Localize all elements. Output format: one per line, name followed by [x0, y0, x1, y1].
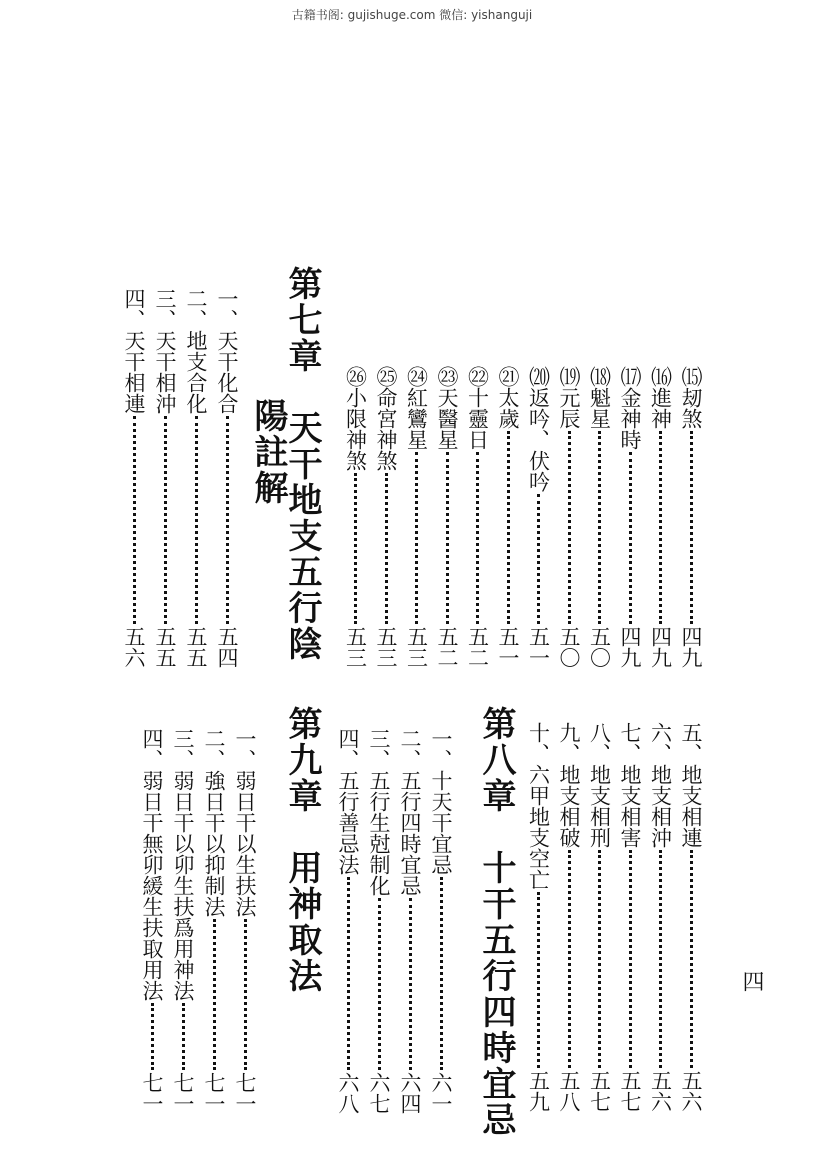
toc-entry[interactable]: [121, 288, 147, 668]
leader-dots: [354, 473, 357, 624]
toc-entry-title: 一、十天干宜忌: [429, 728, 453, 875]
chapter-7-title[interactable]: 第七章 天干地支五行陰: [282, 266, 322, 662]
toc-entry-title: 二、五行四時宜忌: [398, 728, 422, 896]
toc-entry[interactable]: [556, 722, 582, 1112]
toc-entry-page: 五五: [184, 626, 208, 668]
leader-dots: [244, 919, 247, 1070]
toc-entry-title: 五、地支相連: [679, 722, 703, 848]
toc-entry-title: 三、弱日干以卯生扶爲用神法: [171, 728, 195, 1001]
toc-entry-title: 二、地支合化: [184, 288, 208, 414]
leader-dots: [537, 494, 540, 624]
toc-entry-title: 十、六甲地支空亡: [526, 722, 551, 890]
toc-entry-title: ⒃進神: [648, 366, 673, 429]
chapter-7-title-cont[interactable]: 陽註解: [248, 398, 288, 506]
leader-dots: [629, 850, 632, 1068]
toc-entry-page: 五四: [215, 626, 239, 668]
toc-entry-page: 五六: [679, 1070, 703, 1112]
toc-entry[interactable]: [678, 722, 704, 1112]
toc-entry[interactable]: [201, 728, 227, 1114]
toc-entry-page: 五五: [153, 626, 177, 668]
toc-entry[interactable]: [366, 728, 392, 1114]
toc-entry-title: ㉑太歲: [496, 366, 520, 429]
toc-entry-page: 五二: [465, 626, 490, 668]
toc-entry-page: 五六: [122, 626, 146, 668]
toc-entry-title: 九、地支相破: [557, 722, 581, 848]
toc-entry-title: 四、天干相連: [122, 288, 146, 414]
toc-entry[interactable]: [404, 366, 430, 668]
leader-dots: [659, 431, 662, 624]
toc-entry-page: 四九: [618, 626, 642, 668]
chapter-8-title[interactable]: 第八章 十干五行四時宜忌: [476, 706, 516, 1138]
toc-entry[interactable]: [397, 728, 423, 1114]
toc-entry-page: 六七: [367, 1072, 391, 1114]
toc-entry-title: ⒄金神時: [618, 366, 642, 450]
toc-entry[interactable]: [183, 288, 209, 668]
toc-entry[interactable]: [343, 366, 369, 668]
leader-dots: [195, 416, 198, 624]
toc-entry[interactable]: [526, 722, 552, 1112]
leader-dots: [226, 416, 229, 624]
toc-entry[interactable]: [678, 366, 704, 668]
toc-entry[interactable]: [170, 728, 196, 1114]
toc-entry-title: 二、強日干以抑制法: [202, 728, 226, 917]
toc-entry-title: ⒇返吟、伏吟: [526, 366, 551, 492]
toc-entry[interactable]: [587, 722, 613, 1112]
leader-dots: [409, 898, 412, 1070]
toc-entry[interactable]: [617, 722, 643, 1112]
leader-dots: [476, 452, 479, 624]
leader-dots: [213, 919, 216, 1070]
leader-dots: [629, 452, 632, 624]
toc-entry-title: 七、地支相害: [618, 722, 642, 848]
toc-entry[interactable]: [526, 366, 552, 668]
toc-entry-page: 五一: [496, 626, 520, 668]
toc-entry-page: 七一: [233, 1072, 257, 1114]
toc-entry-page: 五三: [374, 626, 398, 668]
toc-entry-title: 一、天干化合: [215, 288, 239, 414]
toc-entry-title: 一、弱日干以生扶法: [233, 728, 257, 917]
toc-entry[interactable]: [152, 288, 178, 668]
toc-entry[interactable]: [232, 728, 258, 1114]
toc-entry[interactable]: [617, 366, 643, 668]
toc-entry[interactable]: [373, 366, 399, 668]
toc-entry-page: 五九: [526, 1070, 551, 1112]
site-header: 古籍书阁: gujishuge.com 微信: yishanguji: [291, 8, 533, 22]
toc-entry-title: 四、弱日干無卯緩生扶取用法: [140, 728, 164, 1001]
leader-dots: [440, 877, 443, 1070]
leader-dots: [182, 1003, 185, 1070]
toc-entry-title: ㉔紅鸞星: [404, 366, 429, 450]
leader-dots: [690, 850, 693, 1068]
leader-dots: [133, 416, 136, 624]
toc-entry-page: 四九: [679, 626, 703, 668]
toc-entry-title: 三、天干相沖: [153, 288, 177, 414]
chapter-9-title[interactable]: 第九章 用神取法: [282, 706, 322, 994]
toc-entry[interactable]: [434, 366, 460, 668]
toc-entry-page: 五七: [618, 1070, 642, 1112]
leader-dots: [598, 850, 601, 1068]
toc-entry-page: 五〇: [557, 626, 581, 668]
toc-entry-page: 五二: [435, 626, 459, 668]
toc-entry-page: 七一: [140, 1072, 164, 1114]
leader-dots: [690, 431, 693, 624]
leader-dots: [598, 431, 601, 624]
toc-entry[interactable]: [648, 366, 674, 668]
toc-entry-title: 四、五行善忌法: [336, 728, 360, 875]
toc-entry-title: ⒅魁星: [587, 366, 612, 429]
toc-entry-page: 五三: [343, 626, 368, 668]
toc-entry-title: ㉖小限神煞: [343, 366, 368, 471]
leader-dots: [164, 416, 167, 624]
toc-entry-title: 三、五行生尅制化: [367, 728, 391, 896]
toc-entry-page: 四九: [648, 626, 673, 668]
page-number: 四: [739, 970, 764, 992]
toc-entry-page: 五八: [557, 1070, 581, 1112]
leader-dots: [507, 431, 510, 624]
leader-dots: [385, 473, 388, 624]
toc-entry-page: 六八: [336, 1072, 360, 1114]
toc-entry-page: 六四: [398, 1072, 422, 1114]
toc-entry-title: ㉕命宮神煞: [374, 366, 398, 471]
toc-entry[interactable]: [587, 366, 613, 668]
toc-entry[interactable]: [335, 728, 361, 1114]
toc-entry-page: 七一: [202, 1072, 226, 1114]
toc-entry-title: 六、地支相沖: [648, 722, 673, 848]
leader-dots: [378, 898, 381, 1070]
leader-dots: [568, 431, 571, 624]
toc-entry-page: 五六: [648, 1070, 673, 1112]
toc-entry[interactable]: [139, 728, 165, 1114]
toc-entry-page: 五〇: [587, 626, 612, 668]
leader-dots: [659, 850, 662, 1068]
toc-entry[interactable]: [495, 366, 521, 668]
leader-dots: [568, 850, 571, 1068]
leader-dots: [537, 892, 540, 1068]
toc-entry[interactable]: [648, 722, 674, 1112]
toc-entry-page: 五一: [526, 626, 551, 668]
leader-dots: [446, 452, 449, 624]
leader-dots: [415, 452, 418, 624]
toc-entry-title: ⒆元辰: [557, 366, 581, 429]
toc-entry-page: 五七: [587, 1070, 612, 1112]
toc-entry-title: 八、地支相刑: [587, 722, 612, 848]
leader-dots: [347, 877, 350, 1070]
toc-entry-page: 五三: [404, 626, 429, 668]
toc-entry[interactable]: [556, 366, 582, 668]
toc-entry-title: ⒂刼煞: [679, 366, 703, 429]
toc-entry-title: ㉒十靈日: [465, 366, 490, 450]
toc-entry[interactable]: [465, 366, 491, 668]
toc-entry-title: ㉓天醫星: [435, 366, 459, 450]
toc-entry[interactable]: [428, 728, 454, 1114]
leader-dots: [151, 1003, 154, 1070]
toc-entry[interactable]: [214, 288, 240, 668]
toc-entry-page: 六一: [429, 1072, 453, 1114]
toc-entry-page: 七一: [171, 1072, 195, 1114]
